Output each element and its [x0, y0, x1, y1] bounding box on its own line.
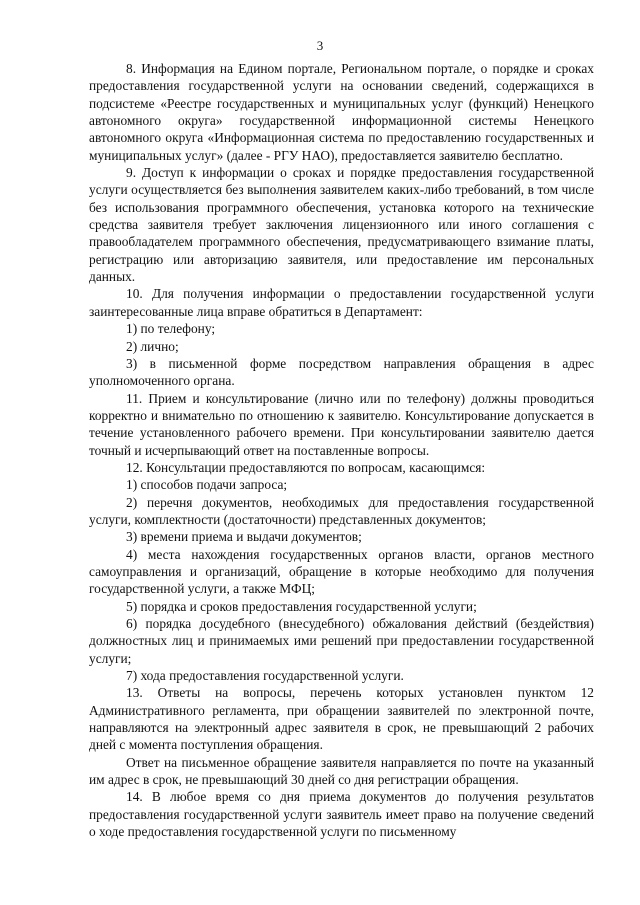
paragraph-11: 11. Прием и консультирование (лично или по телефону) должны проводиться корректно и внимательно по отношению к заявителю. Консультирование допускается в течение установленного рабочего времени. При консультировании заявителю дается точный и исчерпывающий ответ на поставленные вопросы.	[89, 390, 594, 458]
page-number: 3	[316, 38, 324, 53]
paragraph-8: 8. Информация на Едином портале, Региональном портале, о порядке и сроках предоставления государственной услуги на основании сведений, содержащихся в подсистеме «Реестре государственных и муниципальных услуг (функций) Ненецкого автономного округа» государственной информационной системы Ненецкого автономного округа «Информационная система по предоставлению государственных и муниципальных услуг» (далее - РГУ НАО), предоставляется заявителю бесплатно.	[89, 61, 594, 163]
paragraph-12: 12. Консультации предоставляются по вопросам, касающимся:	[126, 459, 486, 475]
paragraph-10: 10. Для получения информации о предоставлении государственной услуги заинтересованные лица вправе обратиться в Департамент:	[89, 286, 594, 319]
document-body	[89, 60, 594, 840]
list-item: 6) порядка досудебного (внесудебного) обжалования действий (бездействия) должностных лиц и принимаемых ими решений при предоставлении государственной услуги;	[89, 616, 594, 666]
paragraph-13-continued: Ответ на письменное обращение заявителя направляется по почте на указанный им адрес в срок, не превышающий 30 дней со дня регистрации обращения.	[89, 754, 594, 788]
paragraph-9: 9. Доступ к информации о сроках и порядке предоставления государственной услуги осуществляется без выполнения заявителем каких-либо требований, в том числе без использования программного обеспечения, установка которого на технические средства заявителя требует заключения лицензионного или иного соглашения с правообладателем программного обеспечения, предусматривающего взимание платы, регистрацию или авторизацию заявителя, или предоставление им персональных данных.	[89, 165, 594, 285]
paragraph-14: 14. В любое время со дня приема документов до получения результатов предоставления государственной услуги заявитель имеет право на получение сведений о ходе предоставления государственной услуги по письменному	[89, 789, 594, 840]
list-item: 7) хода предоставления государственной услуги.	[126, 668, 404, 684]
list-item: 2) лично;	[126, 338, 179, 354]
list-item: 5) порядка и сроков предоставления государственной услуги;	[126, 598, 477, 614]
list-item: 2) перечня документов, необходимых для предоставления государственной услуги, комплектности (достаточности) представленных документов;	[89, 494, 594, 527]
list-item: 3) в письменной форме посредством направления обращения в адрес уполномоченного органа.	[89, 355, 594, 389]
list-item: 4) места нахождения государственных органов власти, органов местного самоуправления и организаций, обращение в которые необходимо для получения государственной услуги, а также МФЦ;	[89, 546, 594, 597]
list-item: 3) времени приема и выдачи документов;	[126, 529, 362, 545]
list-item: 1) способов подачи запроса;	[126, 477, 288, 493]
list-item: 1) по телефону;	[126, 321, 216, 337]
paragraph-13: 13. Ответы на вопросы, перечень которых установлен пунктом 12 Административного регламента, при обращении заявителей по электронной почте, направляются на электронный адрес заявителя в срок, не превышающий 2 рабочих дней с момента поступления обращения.	[89, 685, 594, 753]
